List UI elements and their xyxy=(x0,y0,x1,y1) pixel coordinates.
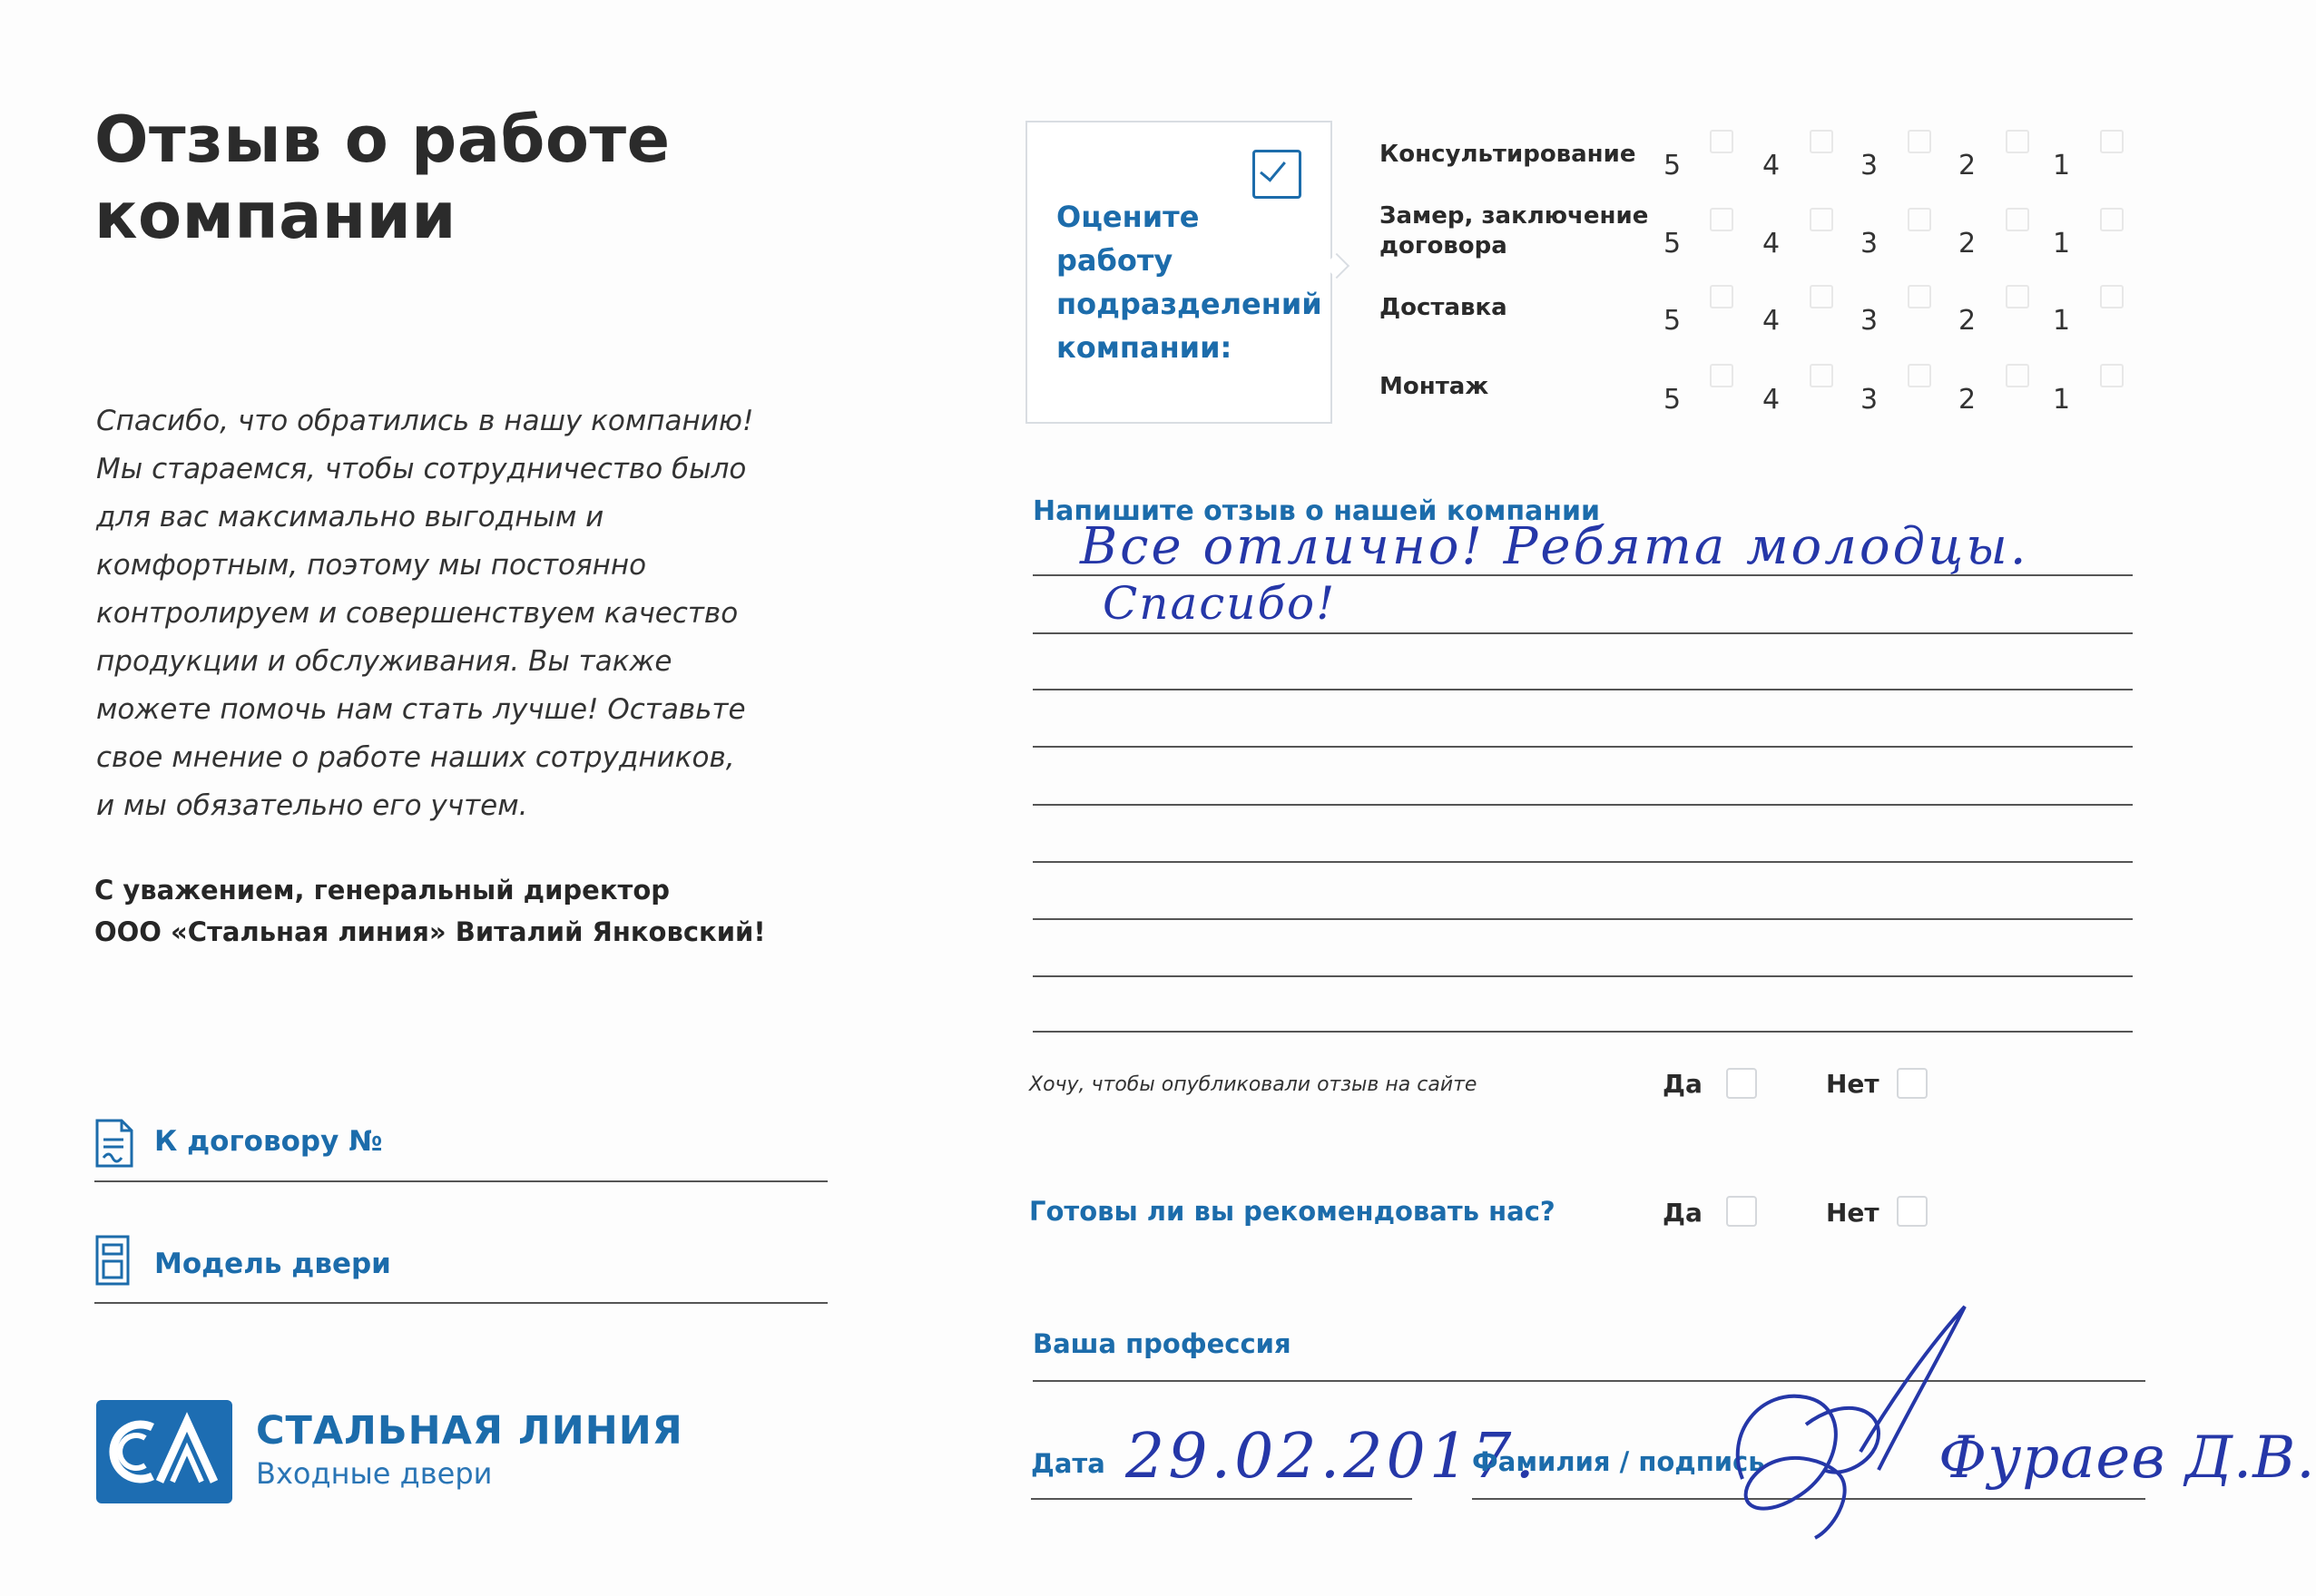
intro-line: комфортным, поэтому мы постоянно xyxy=(96,549,647,582)
rating-prompt xyxy=(1056,195,1322,369)
recommend-question: Готовы ли вы рекомендовать нас? xyxy=(1029,1196,1555,1227)
review-line[interactable] xyxy=(1033,1031,2133,1033)
intro-line: контролируем и совершенствуем качество xyxy=(96,597,739,630)
rating-score-label: 3 xyxy=(1860,228,1879,259)
category-installation: Монтаж xyxy=(1379,373,1489,400)
signature-line-1: С уважением, генеральный директор xyxy=(94,875,671,906)
profession-input-line[interactable] xyxy=(1033,1380,2145,1382)
brand-logo xyxy=(96,1400,232,1503)
publish-yes-label: Да xyxy=(1663,1069,1703,1099)
recommend-yes-checkbox[interactable] xyxy=(1726,1196,1757,1227)
rating-score-label: 5 xyxy=(1663,150,1682,181)
profession-label: Ваша профессия xyxy=(1033,1328,1291,1359)
intro-line: Мы стараемся, чтобы сотрудничество было xyxy=(96,453,747,485)
recommend-no-checkbox[interactable] xyxy=(1897,1196,1928,1227)
intro-line: свое мнение о работе наших сотрудников, xyxy=(96,741,735,774)
rating-score-label: 1 xyxy=(2053,305,2071,337)
review-line[interactable] xyxy=(1033,975,2133,977)
handwritten-review-line-2: Спасибо! xyxy=(1103,577,1337,630)
rating-checkbox[interactable] xyxy=(2006,285,2029,308)
rating-checkbox[interactable] xyxy=(1810,208,1833,231)
date-input-line[interactable] xyxy=(1031,1498,1412,1500)
review-line[interactable] xyxy=(1033,861,2133,863)
door-model-input-line[interactable] xyxy=(94,1302,828,1304)
rating-prompt-box xyxy=(1026,121,1332,424)
rating-checkbox[interactable] xyxy=(2100,364,2124,387)
category-label-line: Замер, заключение xyxy=(1379,202,1649,230)
rating-checkbox[interactable] xyxy=(1810,285,1833,308)
rating-checkbox[interactable] xyxy=(1908,285,1931,308)
rating-checkbox[interactable] xyxy=(1710,285,1733,308)
door-model-label: Модель двери xyxy=(154,1248,391,1280)
rating-prompt-line: компании: xyxy=(1056,330,1232,365)
review-line[interactable] xyxy=(1033,689,2133,690)
rating-checkbox[interactable] xyxy=(2006,364,2029,387)
review-line[interactable] xyxy=(1033,746,2133,748)
rating-score-label: 4 xyxy=(1762,305,1781,337)
name-signature-label: Фамилия / подпись xyxy=(1472,1446,1765,1477)
rating-prompt-line: подразделений xyxy=(1056,287,1322,321)
rating-checkbox[interactable] xyxy=(2100,285,2124,308)
category-consulting: Консультирование xyxy=(1379,141,1636,168)
category-delivery: Доставка xyxy=(1379,294,1507,321)
handwritten-signature xyxy=(1706,1297,1978,1561)
contract-document-icon xyxy=(94,1118,134,1169)
page-title xyxy=(94,102,671,254)
review-label: Напишите отзыв о нашей компании xyxy=(1033,495,1601,527)
rating-score-label: 3 xyxy=(1860,305,1879,337)
rating-score-label: 4 xyxy=(1762,228,1781,259)
date-label: Дата xyxy=(1031,1448,1105,1479)
rating-prompt-line: Оцените xyxy=(1056,200,1200,234)
intro-line: можете помочь нам стать лучше! Оставьте xyxy=(96,693,746,726)
publish-question: Хочу, чтобы опубликовали отзыв на сайте xyxy=(1029,1073,1477,1096)
rating-score-label: 1 xyxy=(2053,384,2071,416)
rating-checkbox[interactable] xyxy=(2006,130,2029,153)
review-line[interactable] xyxy=(1033,632,2133,634)
contract-label: К договору № xyxy=(154,1125,383,1158)
rating-score-label: 4 xyxy=(1762,150,1781,181)
brand-subtitle: Входные двери xyxy=(256,1456,493,1491)
rating-prompt-line: работу xyxy=(1056,243,1173,278)
rating-checkbox[interactable] xyxy=(1710,130,1733,153)
contract-input-line[interactable] xyxy=(94,1180,828,1182)
door-icon xyxy=(94,1234,131,1287)
title-line-1: Отзыв о работе xyxy=(94,103,671,177)
rating-checkbox[interactable] xyxy=(1810,364,1833,387)
publish-yes-checkbox[interactable] xyxy=(1726,1068,1757,1099)
checkbox-checked-icon xyxy=(1252,150,1301,199)
publish-no-label: Нет xyxy=(1826,1069,1879,1099)
rating-checkbox[interactable] xyxy=(1908,130,1931,153)
rating-score-label: 5 xyxy=(1663,228,1682,259)
rating-score-label: 2 xyxy=(1958,150,1977,181)
director-signature-text xyxy=(94,869,766,953)
intro-line: и мы обязательно его учтем. xyxy=(96,789,528,822)
rating-checkbox[interactable] xyxy=(2100,130,2124,153)
rating-score-label: 3 xyxy=(1860,384,1879,416)
rating-score-label: 2 xyxy=(1958,228,1977,259)
handwritten-date: 29.02.2017. xyxy=(1125,1421,1538,1493)
publish-no-checkbox[interactable] xyxy=(1897,1068,1928,1099)
rating-score-label: 1 xyxy=(2053,228,2071,259)
brand-name: СТАЛЬНАЯ ЛИНИЯ xyxy=(256,1408,683,1454)
rating-checkbox[interactable] xyxy=(1810,130,1833,153)
signature-line-2: ООО «Стальная линия» Виталий Янковский! xyxy=(94,916,766,947)
intro-line: Спасибо, что обратились в нашу компанию! xyxy=(96,405,754,437)
title-line-2: компании xyxy=(94,179,456,253)
handwritten-review-line-1: Все отлично! Ребята молодцы. xyxy=(1080,517,2029,576)
rating-score-label: 5 xyxy=(1663,384,1682,416)
rating-score-label: 3 xyxy=(1860,150,1879,181)
intro-text xyxy=(96,397,804,830)
handwritten-surname: Фураев Д.В. xyxy=(1938,1425,2316,1492)
intro-line: продукции и обслуживания. Вы также xyxy=(96,645,672,678)
category-measurement xyxy=(1379,201,1648,261)
rating-checkbox[interactable] xyxy=(1710,364,1733,387)
rating-checkbox[interactable] xyxy=(1908,208,1931,231)
rating-score-label: 4 xyxy=(1762,384,1781,416)
rating-score-label: 5 xyxy=(1663,305,1682,337)
rating-checkbox[interactable] xyxy=(2006,208,2029,231)
rating-checkbox[interactable] xyxy=(1908,364,1931,387)
intro-line: для вас максимально выгодным и xyxy=(96,501,604,534)
rating-checkbox[interactable] xyxy=(2100,208,2124,231)
category-label-line: договора xyxy=(1379,232,1507,259)
recommend-yes-label: Да xyxy=(1663,1198,1703,1228)
review-line[interactable] xyxy=(1033,804,2133,806)
review-line[interactable] xyxy=(1033,918,2133,920)
recommend-no-label: Нет xyxy=(1826,1198,1879,1228)
rating-score-label: 2 xyxy=(1958,305,1977,337)
rating-checkbox[interactable] xyxy=(1710,208,1733,231)
rating-score-label: 2 xyxy=(1958,384,1977,416)
rating-score-label: 1 xyxy=(2053,150,2071,181)
